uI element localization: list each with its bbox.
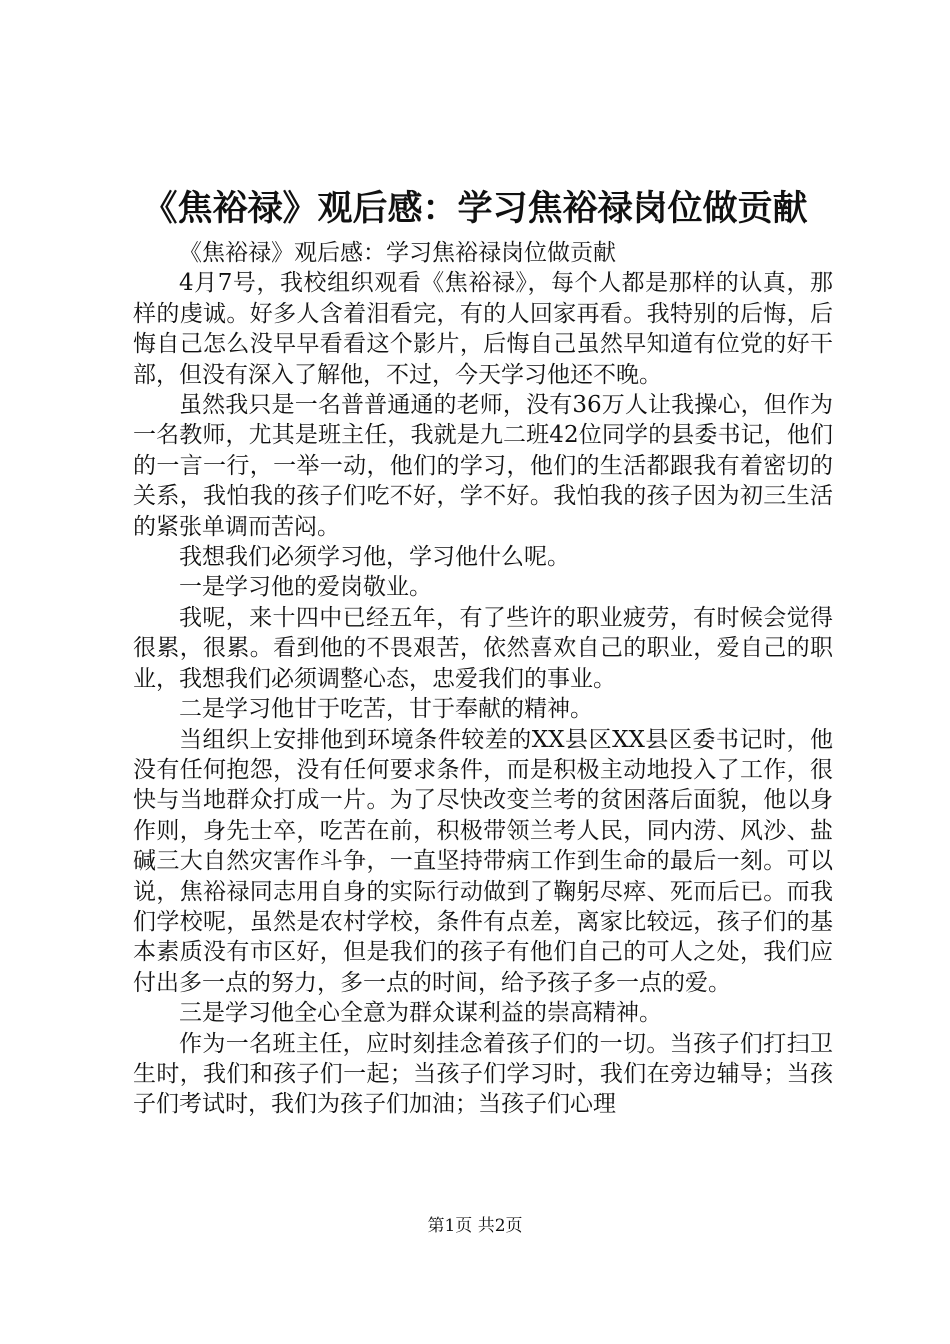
paragraph-point-two: 二是学习他甘于吃苦，甘于奉献的精神。 xyxy=(179,696,593,723)
paragraph: 我呢，来十四中已经五年，有了些许的职业疲劳，有时候会觉得很累，很累。看到他的不畏艰苦，依然喜欢自己的职业，爱自己的职业，我想我们必须调整心态，忠爱我们的事业。 xyxy=(133,604,833,692)
document-title: 《焦裕禄》观后感：学习焦裕禄岗位做贡献 xyxy=(142,188,808,229)
paragraph: 当组织上安排他到环境条件较差的XX县区XX县区委书记时，他没有任何抱怨，没有任何要求条件，而是积极主动地投入了工作，很快与当地群众打成一片。为了尽快改变兰考的贫困落后面貌，他以身作则，身先士卒，吃苦在前，积极带领兰考人民，同内涝、风沙、盐碱三大自然灾害作斗争，一直坚持带病工作到生命的最后一刻。可以说，焦裕禄同志用自身的实际行动做到了鞠躬尽瘁、死而后已。而我们学校呢，虽然是农村学校，条件有点差，离家比较远，孩子们的基本素质没有市区好，但是我们的孩子有他们自己的可人之处，我们应付出多一点的努力，多一点的时间，给予孩子多一点的爱。 xyxy=(133,726,833,996)
paragraph-point-one: 一是学习他的爱岗敬业。 xyxy=(179,574,432,601)
paragraph-subtitle: 《焦裕禄》观后感：学习焦裕禄岗位做贡献 xyxy=(179,240,616,266)
paragraph-point-three: 三是学习他全心全意为群众谋利益的崇高精神。 xyxy=(179,1000,662,1027)
paragraph: 4月7号，我校组织观看《焦裕禄》，每个人都是那样的认真，那样的虔诚。好多人含着泪看完，有的人回家再看。我特别的后悔，后悔自己怎么没早早看看这个影片，后悔自己虽然早知道有位党的好干部，但没有深入了解他，不过，今天学习他还不晚。 xyxy=(133,270,833,388)
document-body xyxy=(133,238,833,1120)
paragraph: 虽然我只是一名普普通通的老师，没有36万人让我操心，但作为一名教师，尤其是班主任，我就是九二班42位同学的县委书记，他们的一言一行，一举一动，他们的学习，他们的生活都跟我有着密切的关系，我怕我的孩子们吃不好，学不好。我怕我的孩子因为初三生活的紧张单调而苦闷。 xyxy=(133,392,833,540)
paragraph: 作为一名班主任，应时刻挂念着孩子们的一切。当孩子们打扫卫生时，我们和孩子们一起；当孩子们学习时，我们在旁边辅导；当孩子们考试时，我们为孩子们加油；当孩子们心理 xyxy=(133,1030,833,1118)
paragraph: 我想我们必须学习他，学习他什么呢。 xyxy=(179,544,570,571)
page-footer: 第1页 共2页 xyxy=(427,1216,523,1236)
